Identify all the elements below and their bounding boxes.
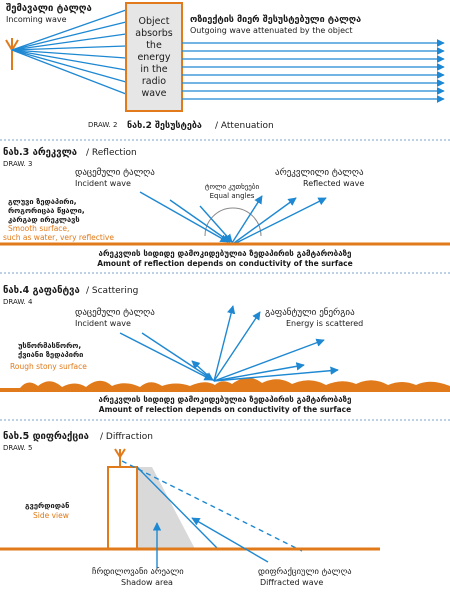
rough-surface-geo-line: ქვიანი ზედაპირი	[18, 350, 84, 359]
outgoing-wave-en-label: Outgoing wave attenuated by the object	[190, 26, 353, 35]
diffraction-header-geo: ნახ.5 დიფრაქცია	[3, 431, 89, 442]
reflected-wave-en-label: Reflected wave	[303, 179, 365, 188]
object-text-line: the	[146, 40, 162, 51]
caption-attenuation-geo: ნახ.2 შესუსტება	[127, 121, 202, 131]
rough-surface-en-label: Rough stony surface	[10, 362, 87, 371]
caption-attenuation-en: / Attenuation	[215, 121, 274, 131]
reflected-rays	[232, 196, 326, 243]
panel-scattering	[0, 285, 450, 414]
draw-3-label: DRAW. 3	[3, 160, 33, 168]
outgoing-rays	[182, 43, 444, 99]
outgoing-wave-geo-label: ოზიექტის მიერ შესუსტებული ტალღა	[190, 15, 362, 25]
object-text-line: radio	[141, 76, 167, 87]
object-text-line: in the	[140, 64, 168, 75]
reflection-amount-en: Amount of reflection depends on conductivity of the surface	[97, 259, 353, 268]
diffracted-pointer-arrow	[192, 518, 268, 562]
draw-4-label: DRAW. 4	[3, 298, 33, 306]
object-text-line: Object	[138, 16, 170, 27]
object-text-line: wave	[141, 88, 167, 99]
smooth-surface-geo-line: გლუვი ზედაპირი,	[8, 197, 77, 206]
antenna-icon	[6, 38, 18, 70]
shadow-area-en-label: Shadow area	[121, 578, 173, 587]
incident-wave-en-label: Incident wave	[75, 179, 131, 188]
scattering-header-geo: ნახ.4 გაფანტვა	[3, 285, 80, 296]
reflected-wave-geo-label: არეკვლილი ტალღა	[275, 168, 364, 178]
incident-wave-geo-label: დაცემული ტალღა	[75, 168, 155, 178]
diffraction-header-en: / Diffraction	[100, 432, 153, 442]
incoming-wave-geo-label: შემავალი ტალღა	[6, 3, 92, 14]
scattering-header-en: / Scattering	[86, 286, 139, 296]
panel-reflection	[0, 147, 450, 268]
equal-angles-geo-label: ტოლი კუთხეები	[204, 183, 260, 191]
shadow-area	[137, 467, 195, 549]
building	[108, 467, 137, 549]
smooth-surface-en-line: such as water, very reflective	[3, 233, 114, 242]
equal-angles-en-label: Equal angles	[209, 192, 255, 200]
reflection-header-geo: ნახ.3 არეკვლა	[3, 147, 78, 158]
diffracted-wave-geo-label: დიფრაქციული ტალღა	[258, 567, 352, 577]
scattered-energy-geo-label: გაფანტული ენერგია	[265, 308, 355, 318]
scattering-amount-geo: არეკვლის სიდიდე დამოკიდებულია ზედაპირის გამტარობაზე	[98, 395, 352, 404]
rough-surface-geo-line: უსწორმასწორო,	[18, 341, 82, 350]
shadow-area-geo-label: ჩრდილოვანი არეალი	[92, 567, 184, 577]
incident-wave-en-label: Incident wave	[75, 319, 131, 328]
diffracted-wave-en-label: Diffracted wave	[260, 578, 324, 587]
side-view-en-label: Side view	[33, 511, 69, 520]
incident-rays	[120, 333, 213, 380]
incident-wave-geo-label: დაცემული ტალღა	[75, 308, 155, 318]
side-view-geo-label: გვერდიდან	[25, 501, 70, 510]
smooth-surface-geo-line: როგორიცაა წყალი,	[8, 206, 85, 215]
scattered-energy-en-label: Energy is scattered	[286, 319, 364, 328]
incoming-wave-en-label: Incoming wave	[6, 15, 67, 24]
object-text-line: absorbs	[135, 28, 173, 39]
smooth-surface-geo-line: კარგად ირეკლავს	[8, 215, 80, 224]
antenna-icon	[115, 449, 125, 467]
object-text-line: energy	[137, 52, 171, 63]
draw-5-label: DRAW. 5	[3, 444, 33, 452]
reflection-amount-geo: არეკვლის სიდიდე დამოკიდებულია ზედაპირის გამტარობაზე	[98, 249, 352, 258]
panel-attenuation	[6, 3, 444, 131]
scattering-amount-en: Amount of relection depends on conductivity of the surface	[98, 405, 352, 414]
draw-2-label: DRAW. 2	[88, 121, 118, 129]
smooth-surface-en-line: Smooth surface,	[8, 224, 70, 233]
reflection-header-en: / Reflection	[86, 148, 137, 158]
panel-diffraction	[0, 431, 380, 587]
